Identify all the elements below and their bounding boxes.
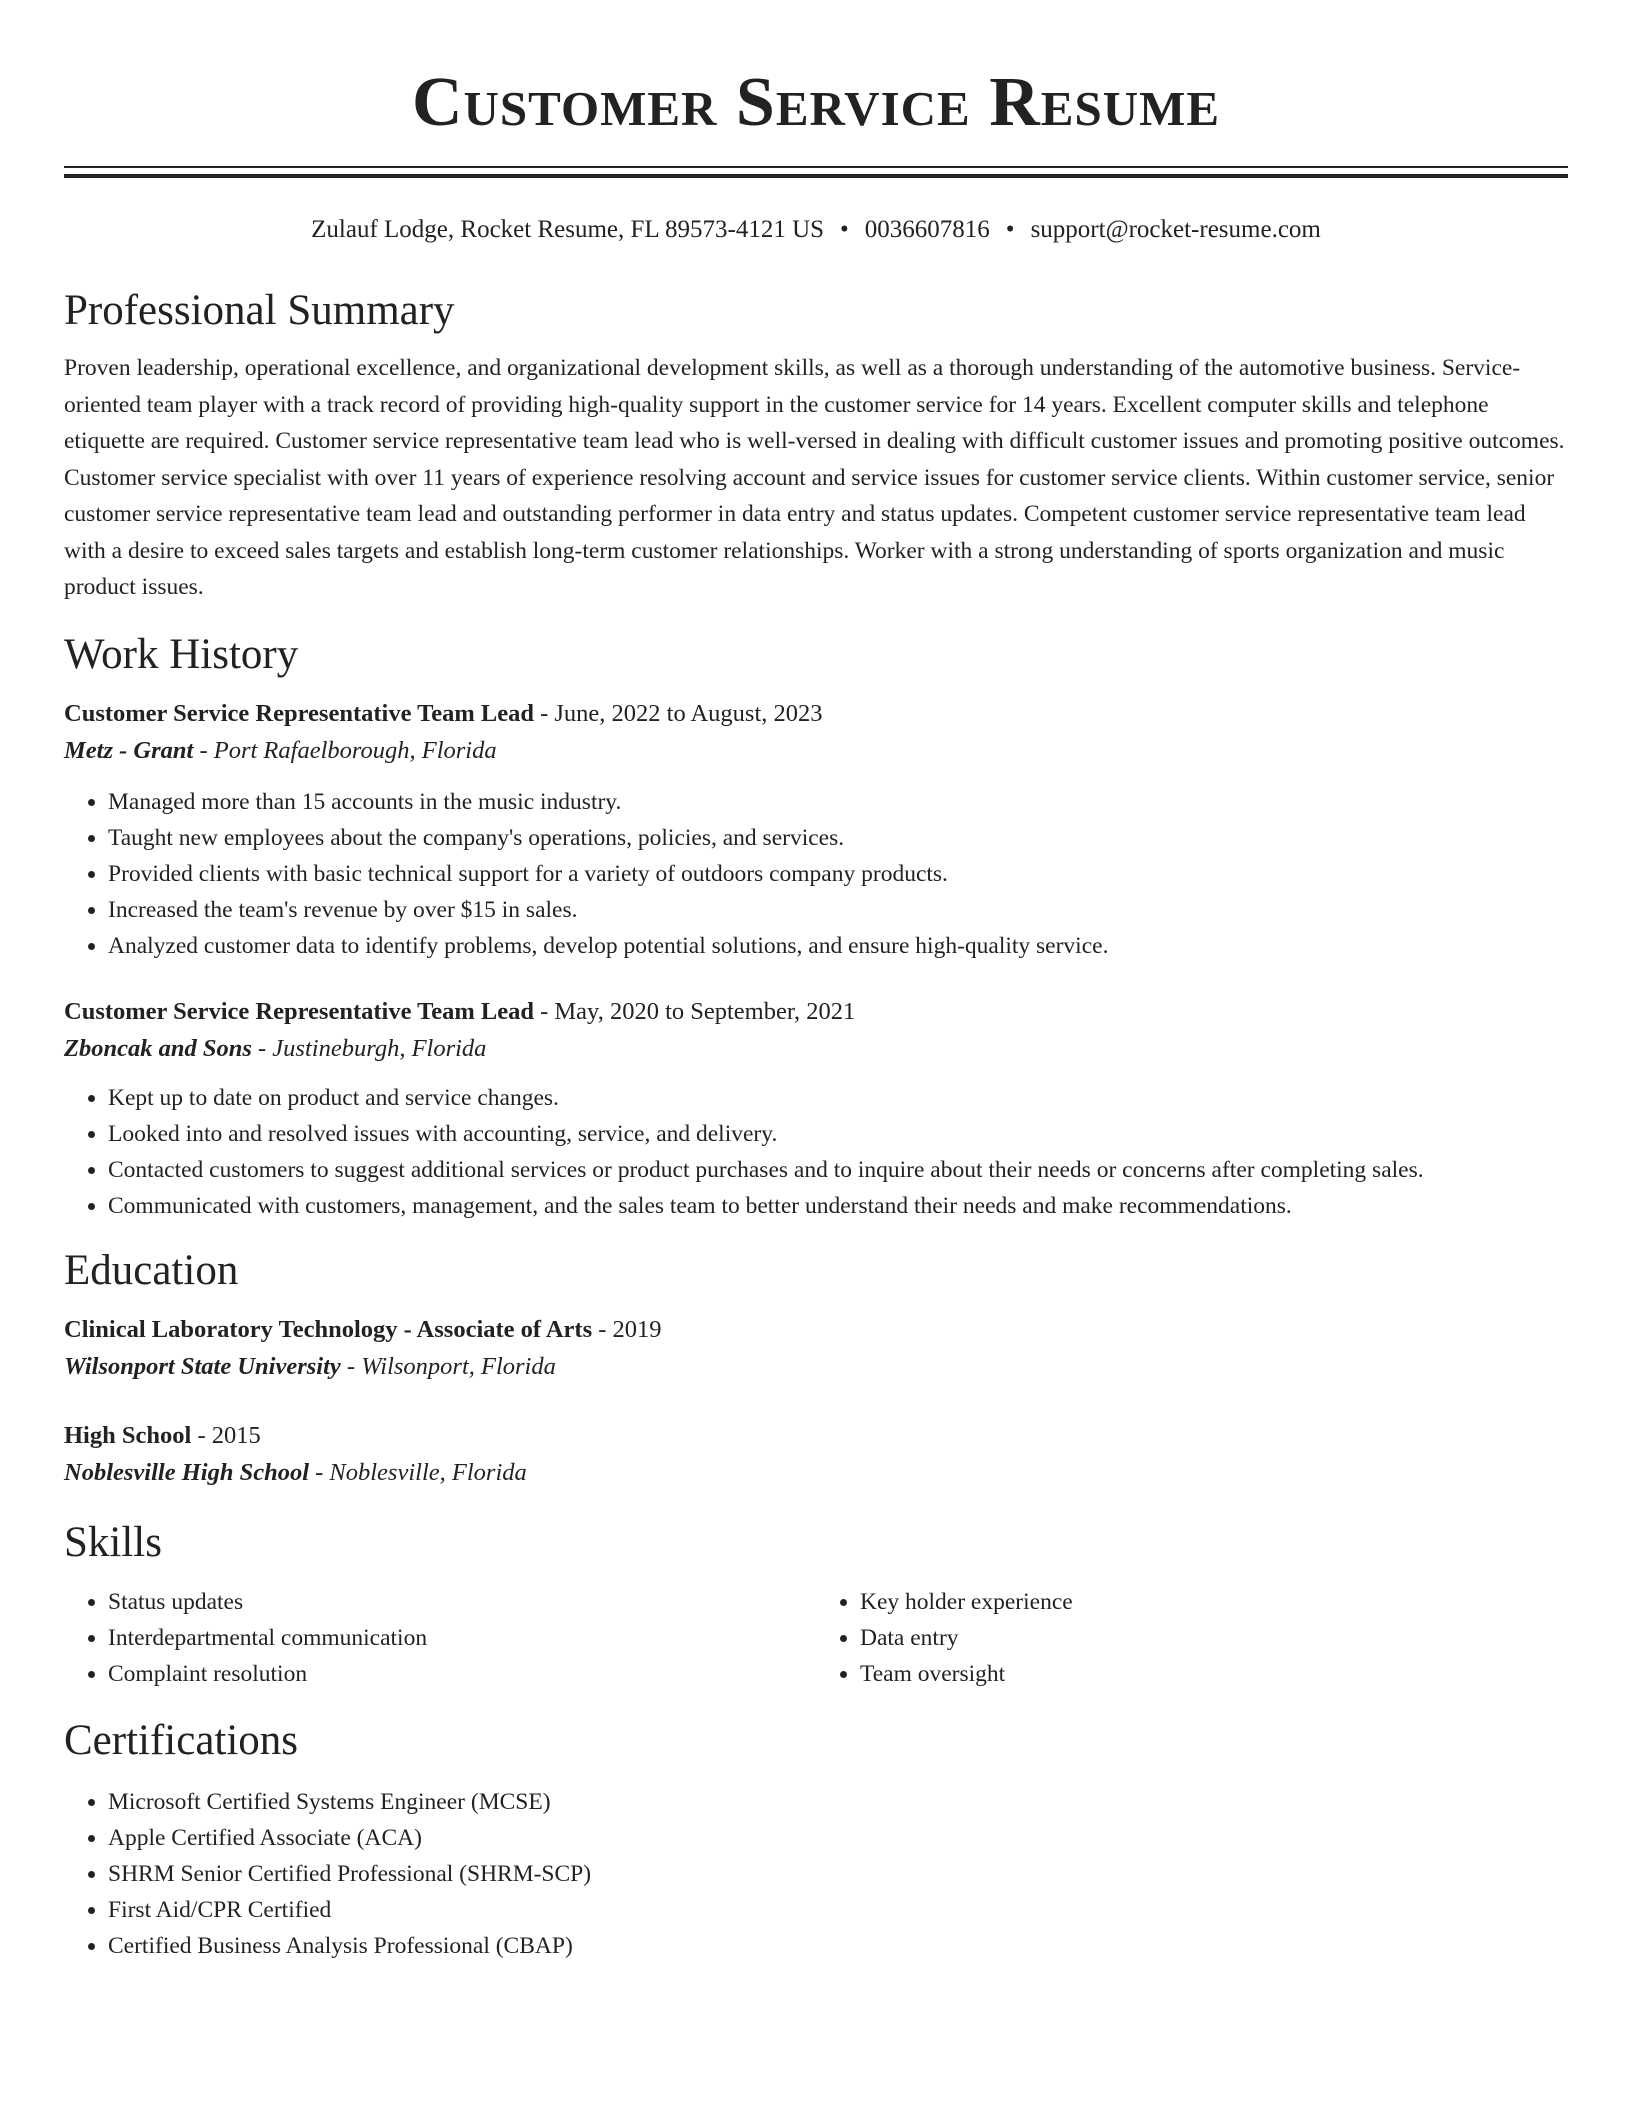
certification-item: • Apple Certified Associate (ACA) [108, 1820, 1568, 1856]
summary-heading: Professional Summary [64, 287, 455, 334]
job-title-line [64, 994, 1568, 1030]
education-school-line [64, 1454, 1568, 1492]
education-location: - Noblesville, Florida [309, 1458, 527, 1486]
job-bullet: • Provided clients with basic technical support for a variety of outdoors company products. [108, 856, 1568, 892]
job-bullet: • Kept up to date on product and service changes. [108, 1080, 1568, 1116]
job-bullet: • Analyzed customer data to identify problems, develop potential solutions, and ensure high-quality service. [108, 928, 1568, 964]
certifications-list [64, 1784, 1568, 1964]
job-bullet: • Managed more than 15 accounts in the music industry. [108, 784, 1568, 820]
job-bullet: • Increased the team's revenue by over $15 in sales. [108, 892, 1568, 928]
job-bullet: • Looked into and resolved issues with accounting, service, and delivery. [108, 1116, 1568, 1152]
title-rule-thin [64, 166, 1568, 168]
education-degree: High School [64, 1421, 192, 1449]
skill-item: • Interdepartmental communication [108, 1620, 816, 1656]
education-school: Wilsonport State University [64, 1352, 341, 1380]
job-dates: - May, 2020 to September, 2021 [533, 997, 856, 1025]
education-degree: Clinical Laboratory Technology - Associate of Arts [64, 1315, 593, 1343]
education-school: Noblesville High School [64, 1458, 309, 1486]
skills-grid [64, 1584, 1568, 1692]
skill-item: • Data entry [860, 1620, 1568, 1656]
certifications-heading: Certifications [64, 1716, 299, 1764]
education-degree-line [64, 1418, 1568, 1454]
education-entry [64, 1418, 1568, 1492]
contact-email: support@rocket-resume.com [1030, 216, 1321, 243]
certification-item: • First Aid/CPR Certified [108, 1892, 1568, 1928]
skill-item: • Complaint resolution [108, 1656, 816, 1692]
job-title: Customer Service Representative Team Lead [64, 997, 534, 1025]
contact-separator: • [1005, 216, 1015, 243]
education-year: - 2019 [592, 1315, 662, 1343]
job-title: Customer Service Representative Team Lead [64, 699, 534, 727]
job-bullet: • Contacted customers to suggest additional services or product purchases and to inquire about their needs or concerns after completing sales. [108, 1152, 1568, 1188]
job-bullets [64, 784, 1568, 964]
skills-heading: Skills [64, 1518, 162, 1566]
skills-column-right [816, 1584, 1568, 1692]
education-year: - 2015 [191, 1421, 261, 1449]
certification-item: • Certified Business Analysis Professional (CBAP) [108, 1928, 1568, 1964]
title-rule-thick [64, 174, 1568, 178]
contact-address: Zulauf Lodge, Rocket Resume, FL 89573-4121 US [311, 216, 825, 243]
summary-text: Proven leadership, operational excellence, and organizational development skills, as well as a thorough understanding of the automotive business. Service-oriented team player with a track record of providing high-quality support in the customer service for 14 years. Excellent computer skills and telephone etiquette are required. Customer service representative team lead who is well-versed in dealing with difficult customer issues and promoting positive outcomes. Customer service specialist with over 11 years of experience resolving account and service issues for customer service clients. Within customer service, senior customer service representative team lead and outstanding performer in data entry and status updates. Competent customer service representative team lead with a desire to exceed sales targets and establish long-term customer relationships. Worker with a strong understanding of sports organization and music product issues. [64, 355, 1565, 600]
job-entry [64, 696, 1568, 964]
contact-phone: 0036607816 [864, 216, 990, 243]
resume-title: Customer Service Resume [411, 64, 1221, 141]
contact-line [64, 212, 1568, 248]
job-title-line [64, 696, 1568, 732]
education-degree-line [64, 1312, 1568, 1348]
job-dates: - June, 2022 to August, 2023 [533, 699, 823, 727]
skill-item: • Team oversight [860, 1656, 1568, 1692]
job-bullets [64, 1080, 1568, 1224]
education-location: - Wilsonport, Florida [340, 1352, 556, 1380]
job-entry [64, 994, 1568, 1224]
job-company: Zboncak and Sons [64, 1034, 252, 1062]
skill-item: • Status updates [108, 1584, 816, 1620]
resume-page [64, 0, 1568, 1964]
contact-separator: • [840, 216, 849, 243]
education-entry [64, 1312, 1568, 1386]
certification-item: • SHRM Senior Certified Professional (SHRM-SCP) [108, 1856, 1568, 1892]
education-heading: Education [64, 1246, 239, 1294]
work-history-heading: Work History [64, 630, 299, 678]
certification-item: • Microsoft Certified Systems Engineer (MCSE) [108, 1784, 1568, 1820]
job-company-line [64, 1030, 1568, 1068]
skill-item: • Key holder experience [860, 1584, 1568, 1620]
job-location: - Port Rafaelborough, Florida [193, 736, 497, 764]
job-company: Metz - Grant [64, 736, 194, 764]
skills-column-left [64, 1584, 816, 1692]
job-bullet: • Taught new employees about the company's operations, policies, and services. [108, 820, 1568, 856]
education-school-line [64, 1348, 1568, 1386]
job-location: - Justineburgh, Florida [251, 1034, 487, 1062]
job-bullet: • Communicated with customers, management, and the sales team to better understand their needs and make recommendations. [108, 1188, 1568, 1224]
job-company-line [64, 732, 1568, 770]
